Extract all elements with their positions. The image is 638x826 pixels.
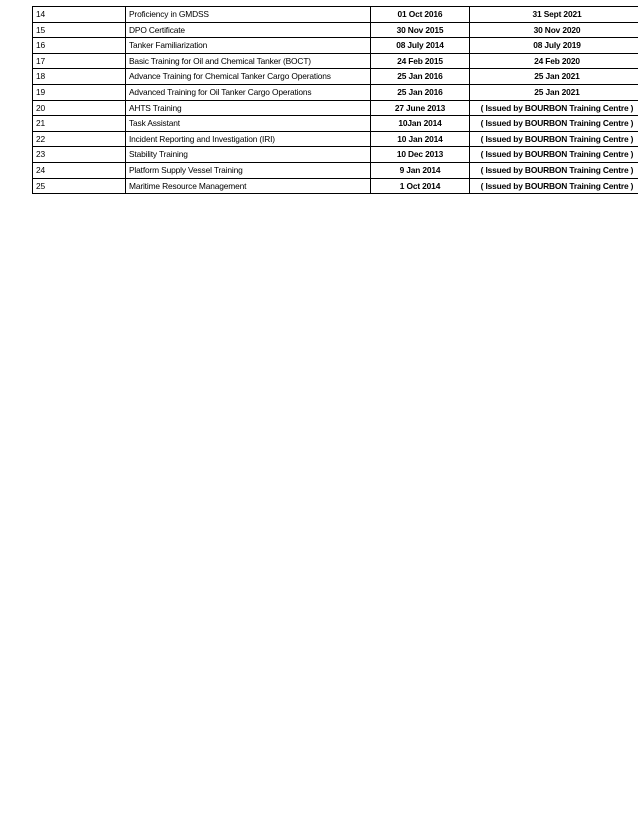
cert-number: 17 (33, 53, 126, 69)
table-row (33, 162, 638, 178)
table-row (33, 38, 638, 54)
cert-number: 18 (33, 69, 126, 85)
cert-expiry: 24 Feb 2020 (470, 53, 638, 69)
cert-issue-date: 01 Oct 2016 (371, 7, 470, 23)
table-row (33, 84, 638, 100)
cert-number: 19 (33, 84, 126, 100)
table-row (33, 116, 638, 132)
cert-name: AHTS Training (126, 100, 371, 116)
cert-number: 15 (33, 22, 126, 38)
cert-number: 20 (33, 100, 126, 116)
certificates-table-body (33, 7, 638, 194)
table-row (33, 147, 638, 163)
certificates-table (32, 6, 638, 194)
cert-issue-date: 10 Jan 2014 (371, 131, 470, 147)
cert-name: Stability Training (126, 147, 371, 163)
cert-number: 14 (33, 7, 126, 23)
cert-expiry: 31 Sept 2021 (470, 7, 638, 23)
cert-expiry: 30 Nov 2020 (470, 22, 638, 38)
cert-issue-date: 25 Jan 2016 (371, 69, 470, 85)
cert-name: Incident Reporting and Investigation (IRI) (126, 131, 371, 147)
cert-name: Tanker Familiarization (126, 38, 371, 54)
cert-number: 23 (33, 147, 126, 163)
cert-issue-date: 24 Feb 2015 (371, 53, 470, 69)
cert-expiry: ( Issued by BOURBON Training Centre ) (470, 100, 638, 116)
cert-expiry: 25 Jan 2021 (470, 84, 638, 100)
table-row (33, 178, 638, 194)
table-row (33, 69, 638, 85)
cert-number: 16 (33, 38, 126, 54)
cert-issue-date: 27 June 2013 (371, 100, 470, 116)
cert-name: Platform Supply Vessel Training (126, 162, 371, 178)
table-row (33, 53, 638, 69)
cert-name: Advance Training for Chemical Tanker Cargo Operations (126, 69, 371, 85)
cert-expiry: ( Issued by BOURBON Training Centre ) (470, 178, 638, 194)
cert-name: DPO Certificate (126, 22, 371, 38)
cert-expiry: ( Issued by BOURBON Training Centre ) (470, 147, 638, 163)
cert-expiry: ( Issued by BOURBON Training Centre ) (470, 131, 638, 147)
cert-number: 22 (33, 131, 126, 147)
cert-issue-date: 25 Jan 2016 (371, 84, 470, 100)
cert-number: 25 (33, 178, 126, 194)
cert-name: Basic Training for Oil and Chemical Tanker (BOCT) (126, 53, 371, 69)
table-row (33, 100, 638, 116)
cert-expiry: ( Issued by BOURBON Training Centre ) (470, 162, 638, 178)
table-row (33, 131, 638, 147)
cert-number: 24 (33, 162, 126, 178)
cert-expiry: 25 Jan 2021 (470, 69, 638, 85)
table-row (33, 22, 638, 38)
cert-issue-date: 10 Dec 2013 (371, 147, 470, 163)
cert-issue-date: 10Jan 2014 (371, 116, 470, 132)
cert-name: Maritime Resource Management (126, 178, 371, 194)
cert-issue-date: 1 Oct 2014 (371, 178, 470, 194)
cert-issue-date: 30 Nov 2015 (371, 22, 470, 38)
cert-number: 21 (33, 116, 126, 132)
cert-name: Proficiency in GMDSS (126, 7, 371, 23)
cert-name: Advanced Training for Oil Tanker Cargo Operations (126, 84, 371, 100)
cert-expiry: ( Issued by BOURBON Training Centre ) (470, 116, 638, 132)
cert-expiry: 08 July 2019 (470, 38, 638, 54)
cert-name: Task Assistant (126, 116, 371, 132)
cert-issue-date: 08 July 2014 (371, 38, 470, 54)
table-row (33, 7, 638, 23)
cert-issue-date: 9 Jan 2014 (371, 162, 470, 178)
